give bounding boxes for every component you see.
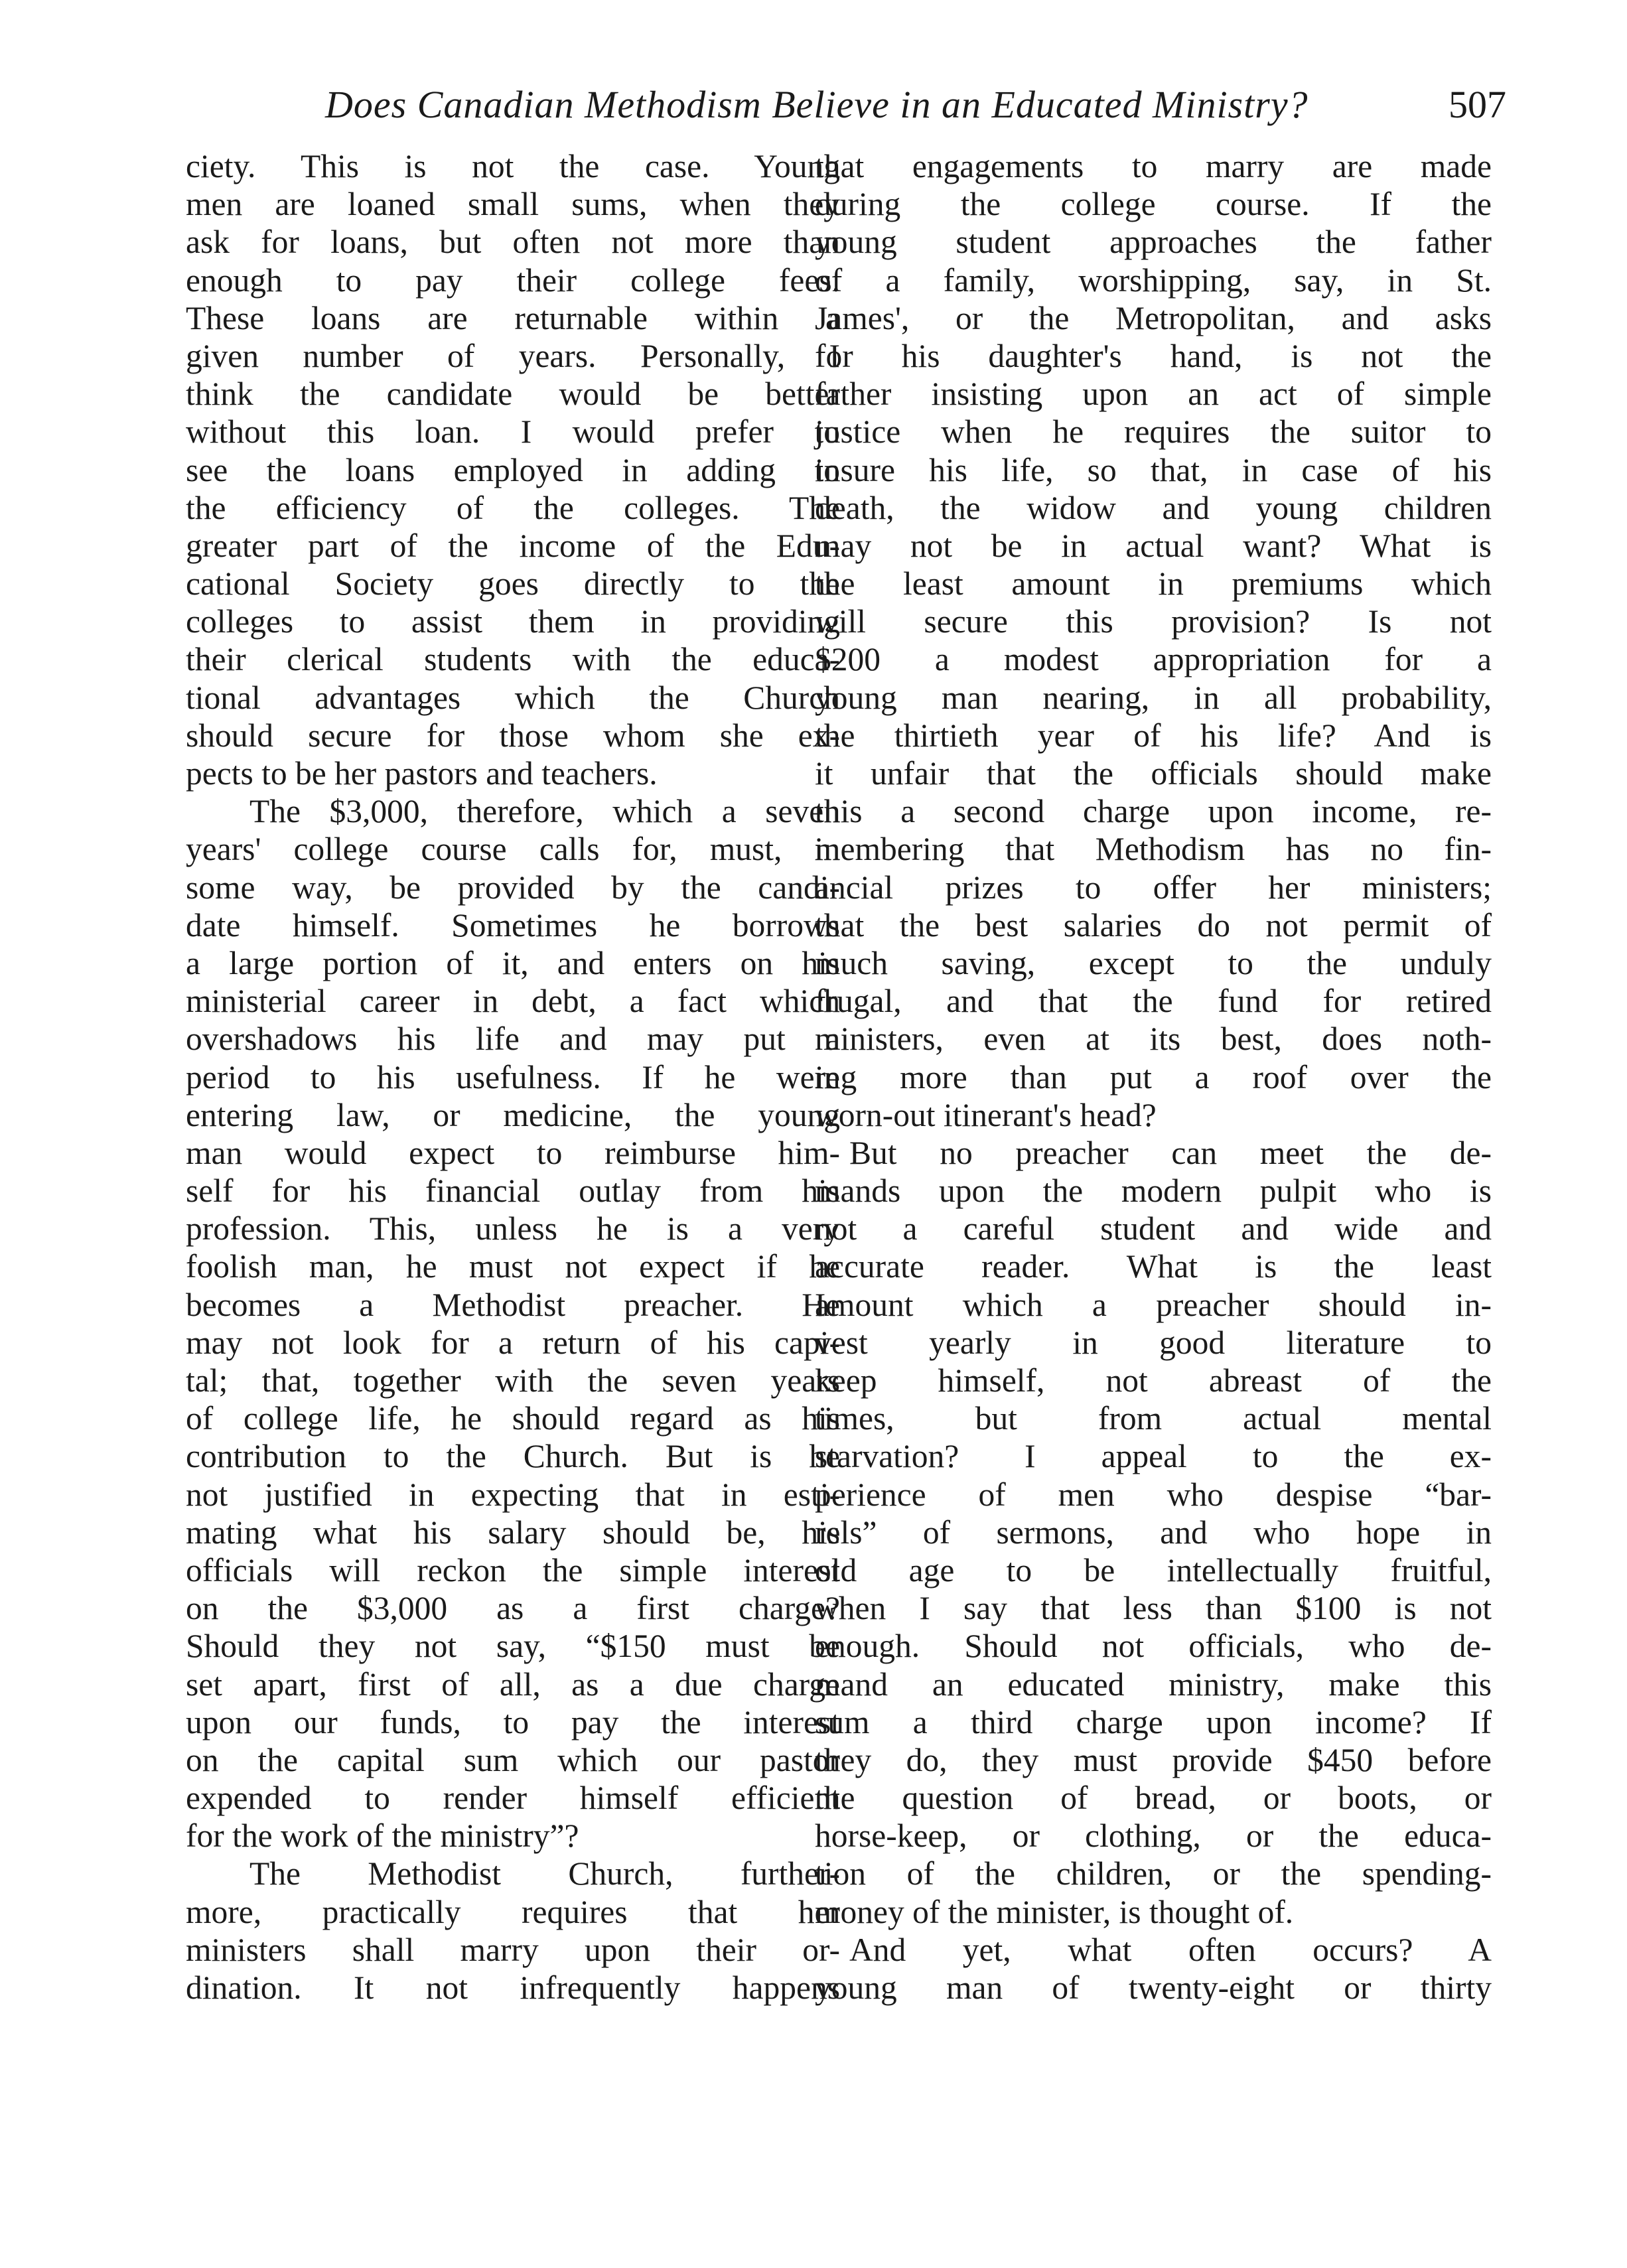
text-line: much saving, except to the unduly [815, 944, 1492, 981]
text-line: pects to be her pastors and teachers. [186, 755, 658, 792]
text-line: worn-out itinerant's head? [815, 1096, 1157, 1133]
text-line: accurate reader. What is the least [815, 1248, 1492, 1285]
right-column [815, 147, 1492, 2007]
text-line: enough to pay their college fees. [186, 261, 840, 299]
text-line: years' college course calls for, must, in [186, 831, 840, 868]
text-line: date himself. Sometimes he borrows [186, 906, 840, 944]
text-line: ancial prizes to offer her ministers; [815, 869, 1492, 906]
text-line: greater part of the income of the Edu- [186, 527, 840, 564]
text-line: ing more than put a roof over the [815, 1058, 1492, 1096]
text-line: young man of twenty-eight or thirty [815, 1969, 1492, 2006]
text-line: keep himself, not abreast of the [815, 1362, 1492, 1399]
text-line: Should they not say, “$150 must be [186, 1628, 840, 1665]
text-line: the thirtieth year of his life? And is [815, 717, 1492, 754]
text-line: given number of years. Personally, I [186, 337, 840, 374]
text-line: times, but from actual mental [815, 1400, 1492, 1437]
text-line: horse-keep, or clothing, or the educa- [815, 1817, 1492, 1855]
text-line: on the capital sum which our pastor [186, 1741, 840, 1778]
text-line: profession. This, unless he is a very [186, 1210, 840, 1247]
text-line: during the college course. If the [815, 186, 1492, 223]
text-line: justice when he requires the suitor to [815, 413, 1492, 451]
text-line: And yet, what often occurs? A [849, 1931, 1492, 1968]
text-line: But no preacher can meet the de- [849, 1134, 1492, 1171]
text-line: entering law, or medicine, the young [186, 1096, 840, 1133]
text-line: may not look for a return of his capi- [186, 1324, 840, 1361]
text-line: father insisting upon an act of simple [815, 376, 1492, 413]
text-line: ciety. This is not the case. Young [186, 148, 840, 184]
text-line: it unfair that the officials should make [815, 755, 1492, 792]
text-line: insure his life, so that, in case of his [815, 451, 1492, 488]
text-line: tal; that, together with the seven years [186, 1362, 840, 1399]
running-title: Does Canadian Methodism Believe in an Educated Ministry? [325, 83, 1309, 126]
text-line: their clerical students with the educa- [186, 641, 840, 678]
text-line: dination. It not infrequently happens [186, 1969, 840, 2006]
text-line: mand an educated ministry, make this [815, 1666, 1492, 1703]
text-line: officials will reckon the simple interest [186, 1551, 840, 1589]
text-line: the efficiency of the colleges. The [186, 489, 840, 526]
text-line: not a careful student and wide and [815, 1210, 1492, 1247]
text-line: this a second charge upon income, re- [815, 793, 1492, 830]
text-line: man would expect to reimburse him- [186, 1134, 840, 1171]
text-line: contribution to the Church. But is he [186, 1438, 840, 1475]
text-line: for his daughter's hand, is not the [815, 337, 1492, 374]
text-line: should secure for those whom she ex- [186, 717, 840, 754]
text-line: will secure this provision? Is not [815, 603, 1492, 640]
text-line: $200 a modest appropriation for a [815, 641, 1492, 678]
text-line: amount which a preacher should in- [815, 1286, 1492, 1323]
text-line: more, practically requires that her [186, 1893, 840, 1930]
text-line: mands upon the modern pulpit who is [815, 1172, 1492, 1210]
page-number: 507 [1449, 83, 1506, 126]
text-line: self for his financial outlay from his [186, 1172, 840, 1210]
text-line: ask for loans, but often not more than [186, 224, 840, 261]
text-line: frugal, and that the fund for retired [815, 983, 1492, 1020]
text-line: enough. Should not officials, who de- [815, 1628, 1492, 1665]
text-line: of college life, he should regard as his [186, 1400, 840, 1437]
text-line: membering that Methodism has no fin- [815, 831, 1492, 868]
text-line: mating what his salary should be, his [186, 1514, 840, 1551]
text-line: men are loaned small sums, when they [186, 186, 840, 223]
text-line: when I say that less than $100 is not [815, 1590, 1492, 1627]
text-line: tion of the children, or the spending- [815, 1855, 1492, 1892]
text-line: young student approaches the father [815, 224, 1492, 261]
text-line: a large portion of it, and enters on his [186, 944, 840, 981]
text-line: tional advantages which the Church [186, 679, 840, 716]
text-line: ministers shall marry upon their or- [186, 1931, 840, 1968]
text-line: death, the widow and young children [815, 489, 1492, 526]
text-line: some way, be provided by the candi- [186, 869, 840, 906]
text-line: upon our funds, to pay the interest [186, 1703, 840, 1740]
text-line: without this loan. I would prefer to [186, 413, 840, 451]
text-line: starvation? I appeal to the ex- [815, 1438, 1492, 1475]
text-line: of a family, worshipping, say, in St. [815, 261, 1492, 299]
text-line: rels” of sermons, and who hope in [815, 1514, 1492, 1551]
page-header [325, 78, 1506, 131]
text-line: for the work of the ministry”? [186, 1817, 579, 1855]
text-line: James', or the Metropolitan, and asks [815, 299, 1492, 336]
text-line: vest yearly in good literature to [815, 1324, 1492, 1361]
text-line: colleges to assist them in providing [186, 603, 840, 640]
left-column [186, 147, 840, 2007]
text-line: the question of bread, or boots, or [815, 1780, 1492, 1817]
text-line: may not be in actual want? What is [815, 527, 1492, 564]
text-line: set apart, first of all, as a due charge [186, 1666, 840, 1703]
text-line: young man nearing, in all probability, [815, 679, 1492, 716]
text-line: not justified in expecting that in esti- [186, 1476, 840, 1513]
text-line: ministers, even at its best, does noth- [815, 1021, 1492, 1058]
text-line: money of the minister, is thought of. [815, 1893, 1294, 1930]
text-line: foolish man, he must not expect if he [186, 1248, 840, 1285]
text-line: becomes a Methodist preacher. He [186, 1286, 840, 1323]
text-line: cational Society goes directly to the [186, 565, 840, 602]
text-line: These loans are returnable within a [186, 299, 840, 336]
text-line: ministerial career in debt, a fact which [186, 983, 840, 1020]
text-line: sum a third charge upon income? If [815, 1703, 1492, 1740]
text-line: the least amount in premiums which [815, 565, 1492, 602]
text-line: they do, they must provide $450 before [815, 1741, 1492, 1778]
text-line: see the loans employed in adding to [186, 451, 840, 488]
text-line: overshadows his life and may put a [186, 1021, 840, 1058]
text-line: expended to render himself efficient [186, 1780, 840, 1817]
text-line: The Methodist Church, further- [249, 1855, 840, 1892]
text-line: The $3,000, therefore, which a seven [249, 793, 840, 830]
text-line: that the best salaries do not permit of [815, 906, 1492, 944]
text-line: that engagements to marry are made [815, 148, 1492, 184]
text-line: period to his usefulness. If he were [186, 1058, 840, 1096]
text-line: perience of men who despise “bar- [815, 1476, 1492, 1513]
text-line: old age to be intellectually fruitful, [815, 1551, 1492, 1589]
text-line: think the candidate would be better [186, 376, 840, 413]
text-line: on the $3,000 as a first charge? [186, 1590, 840, 1627]
